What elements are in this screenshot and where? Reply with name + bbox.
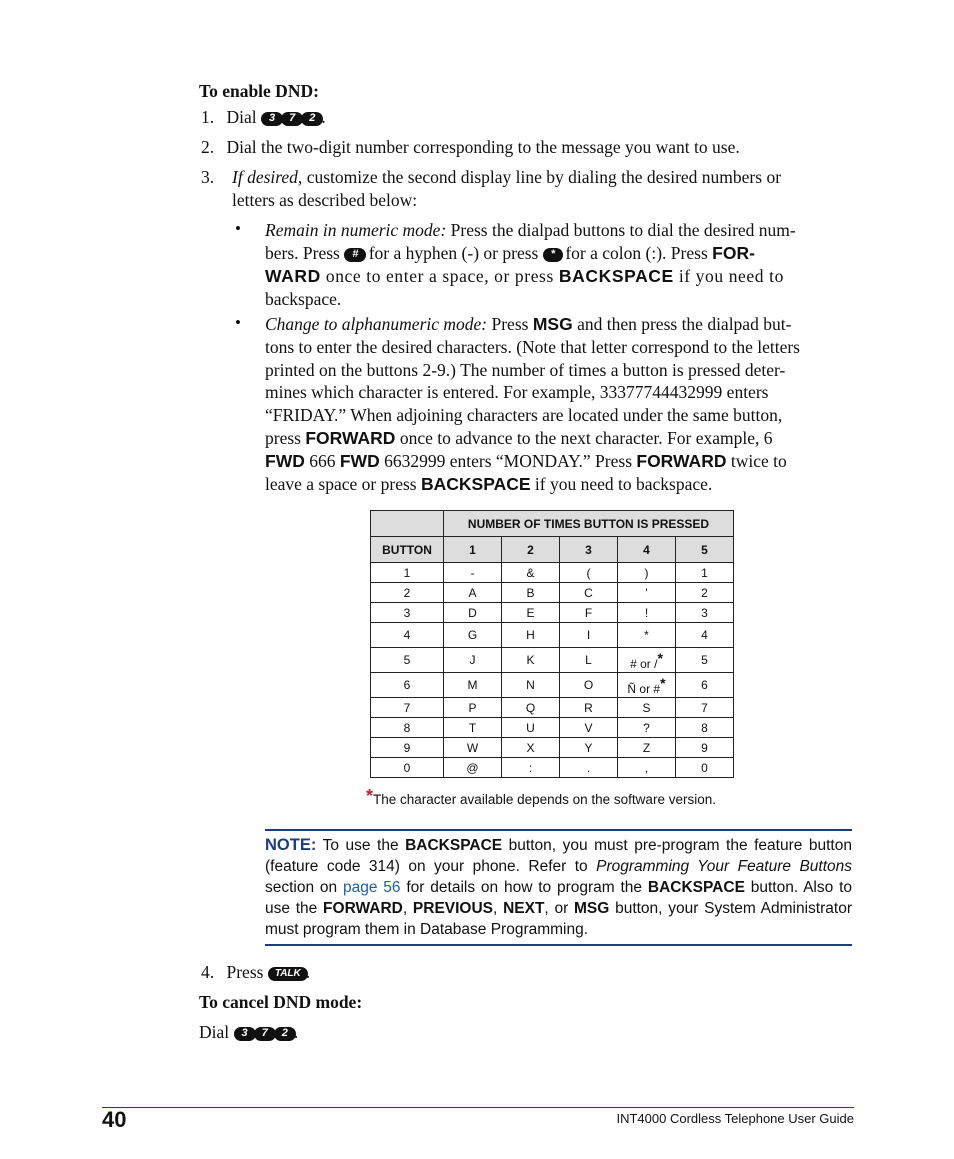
character-cell: ? [618, 718, 676, 738]
character-cell: K [502, 648, 560, 673]
character-cell: 8 [676, 718, 734, 738]
bold-term: NEXT [503, 900, 545, 917]
table-row [371, 583, 734, 603]
character-cell: , [618, 758, 676, 778]
character-cell: 4 [676, 623, 734, 648]
bullet-text: leave a space or press [265, 474, 417, 494]
bold-term: BACKSPACE [558, 266, 674, 286]
bullet-text: if you need to backspace. [534, 474, 713, 494]
character-cell: U [502, 718, 560, 738]
italic-reference: Programming Your Feature Buttons [596, 858, 853, 875]
character-cell: & [502, 563, 560, 583]
note-text: for details on how to program the [406, 879, 643, 896]
press-header: 1 [444, 537, 502, 563]
button-cell: 3 [371, 603, 444, 623]
button-cell: 7 [371, 698, 444, 718]
button-cell: 6 [371, 673, 444, 698]
enable-dnd-heading: To enable DND: [199, 81, 319, 101]
table-row [371, 648, 734, 673]
bullet-text: bers. Press [265, 243, 340, 263]
key-2: 2 [274, 1027, 296, 1041]
table-footnote [366, 786, 716, 807]
table-column-header-row [371, 537, 734, 563]
step-1 [201, 106, 326, 129]
character-cell: Ñ or #* [618, 673, 676, 698]
character-cell: C [560, 583, 618, 603]
bullet-icon: • [235, 219, 241, 238]
table-row [371, 738, 734, 758]
cancel-dnd-heading: To cancel DND mode: [199, 992, 363, 1012]
character-cell: P [444, 698, 502, 718]
bold-term: WARD [265, 266, 321, 286]
page-number: 40 [102, 1107, 127, 1132]
bullet-1-line-3 [265, 265, 852, 288]
note-text: button, you must pre-program the feature button (feature code 314) on your phone. Refer to [265, 837, 852, 875]
bullet-2-line-1 [265, 313, 852, 336]
footer-rule [102, 1107, 854, 1108]
bullet-text: once to enter a space, or press [325, 266, 554, 286]
bold-term: FORWARD [323, 900, 403, 917]
bullet-text: once to advance to the next character. For example, 6 [399, 428, 773, 448]
note-text: , or [544, 900, 569, 917]
character-table [370, 510, 734, 778]
character-cell: G [444, 623, 502, 648]
italic-text: Remain in numeric mode: [265, 220, 447, 240]
character-cell: Q [502, 698, 560, 718]
step-number: 1. [201, 107, 215, 127]
bold-term: MSG [532, 314, 573, 334]
bold-term: BACKSPACE [647, 879, 745, 896]
character-cell: 3 [676, 603, 734, 623]
bullet-text: for a colon (:). Press [565, 243, 708, 263]
note-text: section on [265, 879, 338, 896]
button-cell: 2 [371, 583, 444, 603]
note-box [265, 829, 852, 946]
character-cell: 6 [676, 673, 734, 698]
character-cell: V [560, 718, 618, 738]
table-row [371, 623, 734, 648]
table-row [371, 563, 734, 583]
punctuation: . [293, 1022, 299, 1042]
table-group-header-row [371, 511, 734, 537]
bullet-text: twice to [730, 451, 787, 471]
bold-term: FORWARD [305, 428, 396, 448]
note-label: NOTE: [265, 836, 317, 854]
character-cell: I [560, 623, 618, 648]
bullet-text: 666 [309, 451, 336, 471]
key-3: 3 [261, 112, 283, 126]
character-cell: @ [444, 758, 502, 778]
character-cell: L [560, 648, 618, 673]
button-cell: 1 [371, 563, 444, 583]
table-row [371, 603, 734, 623]
bullet-text: Press [491, 314, 529, 334]
character-cell: ( [560, 563, 618, 583]
bullet-text: for a hyphen (-) or press [368, 243, 539, 263]
step-4 [201, 961, 310, 984]
step-3-line-1 [232, 166, 852, 189]
character-cell: ) [618, 563, 676, 583]
note-text: button, your System Administrator must program them in Database Programming. [265, 900, 852, 938]
table-row [371, 718, 734, 738]
key-hash: # [344, 248, 366, 262]
press-header: 4 [618, 537, 676, 563]
bullet-text: and then press the dialpad but- [577, 314, 792, 334]
punctuation: . [305, 962, 311, 982]
character-cell: N [502, 673, 560, 698]
bullet-2-line-6 [265, 427, 852, 450]
press-header: 3 [560, 537, 618, 563]
note-text: To use the [322, 837, 399, 854]
bullet-2-line-2: tons to enter the desired characters. (Note that letter correspond to the letters [265, 337, 800, 357]
step-3-line-2: letters as described below: [232, 190, 418, 210]
bullet-1-line-2 [265, 242, 852, 265]
bold-term: PREVIOUS [412, 900, 494, 917]
bullet-text: if you need to [678, 266, 784, 286]
character-cell: 7 [676, 698, 734, 718]
bullet-1-line-4: backspace. [265, 289, 342, 309]
bullet-text: Press the dialpad buttons to dial the desired num- [450, 220, 796, 240]
step-text: Press [226, 962, 264, 982]
page-link[interactable]: page 56 [343, 879, 401, 896]
key-star: * [543, 248, 563, 262]
button-cell: 9 [371, 738, 444, 758]
cancel-instruction [199, 1021, 298, 1044]
character-cell: B [502, 583, 560, 603]
step-2 [201, 136, 740, 159]
character-cell: : [502, 758, 560, 778]
character-cell: H [502, 623, 560, 648]
key-2: 2 [301, 112, 323, 126]
character-cell: ! [618, 603, 676, 623]
character-cell: 2 [676, 583, 734, 603]
table-group-header: NUMBER OF TIMES BUTTON IS PRESSED [444, 511, 734, 537]
table-body [371, 563, 734, 778]
step-number: 4. [201, 962, 215, 982]
character-cell: F [560, 603, 618, 623]
bold-term: BACKSPACE [420, 474, 531, 494]
bold-term: FWD [339, 451, 380, 471]
character-cell: O [560, 673, 618, 698]
step-number: 2. [201, 137, 215, 157]
note-text: button. Also to use the [265, 879, 852, 917]
key-3: 3 [234, 1027, 256, 1041]
character-cell: J [444, 648, 502, 673]
button-cell: 5 [371, 648, 444, 673]
step-text: customize the second display line by dialing the desired numbers or [306, 167, 782, 187]
talk-key: TALK [268, 967, 308, 981]
bold-term: BACKSPACE [405, 837, 503, 854]
table-row [371, 673, 734, 698]
character-cell: # or /* [618, 648, 676, 673]
button-cell: 4 [371, 623, 444, 648]
table-row [371, 758, 734, 778]
italic-text: Change to alphanumeric mode: [265, 314, 488, 334]
button-column-header: BUTTON [371, 537, 444, 563]
bold-term: FORWARD [636, 451, 727, 471]
character-cell: - [444, 563, 502, 583]
character-cell: A [444, 583, 502, 603]
note-text: , [493, 900, 498, 917]
italic-text: If desired, [232, 167, 303, 187]
key-7: 7 [281, 112, 303, 126]
bullet-2-line-3: printed on the buttons 2-9.) The number of times a button is pressed deter- [265, 360, 786, 380]
bold-term: MSG [574, 900, 610, 917]
step-text: Dial [226, 107, 257, 127]
character-cell: 0 [676, 758, 734, 778]
character-cell: 5 [676, 648, 734, 673]
step-text: Dial [199, 1022, 230, 1042]
character-cell: . [560, 758, 618, 778]
character-cell: ' [618, 583, 676, 603]
character-cell: Z [618, 738, 676, 758]
press-header: 5 [676, 537, 734, 563]
character-cell: W [444, 738, 502, 758]
character-cell: T [444, 718, 502, 738]
bold-term: FOR- [712, 243, 755, 263]
table-corner-cell [371, 511, 444, 537]
footnote-text: The character available depends on the software version. [373, 792, 716, 807]
footnote-star: * [366, 786, 374, 806]
character-cell: D [444, 603, 502, 623]
step-text: Dial the two-digit number corresponding to the message you want to use. [226, 137, 740, 157]
press-header: 2 [502, 537, 560, 563]
bullet-1-line-1 [265, 219, 852, 242]
character-cell: X [502, 738, 560, 758]
character-cell: S [618, 698, 676, 718]
bullet-text: press [265, 428, 301, 448]
character-cell: R [560, 698, 618, 718]
bullet-icon: • [235, 313, 241, 332]
button-cell: 0 [371, 758, 444, 778]
footer-title: INT4000 Cordless Telephone User Guide [616, 1111, 854, 1126]
character-cell: E [502, 603, 560, 623]
key-7: 7 [254, 1027, 276, 1041]
bold-term: FWD [265, 451, 305, 471]
bullet-2-line-5: “FRIDAY.” When adjoining characters are located under the same button, [265, 405, 783, 425]
character-cell: 1 [676, 563, 734, 583]
bullet-2-line-8 [265, 473, 712, 496]
bullet-text: 6632999 enters “MONDAY.” Press [384, 451, 632, 471]
table-row [371, 698, 734, 718]
step-3-number: 3. [201, 167, 215, 187]
character-cell: 9 [676, 738, 734, 758]
punctuation: . [321, 107, 326, 127]
note-text: , [402, 900, 408, 917]
character-cell: M [444, 673, 502, 698]
character-cell: Y [560, 738, 618, 758]
bullet-2-line-7 [265, 450, 852, 473]
character-cell: * [618, 623, 676, 648]
bullet-2-line-4: mines which character is entered. For example, 33377744432999 enters [265, 382, 769, 402]
button-cell: 8 [371, 718, 444, 738]
